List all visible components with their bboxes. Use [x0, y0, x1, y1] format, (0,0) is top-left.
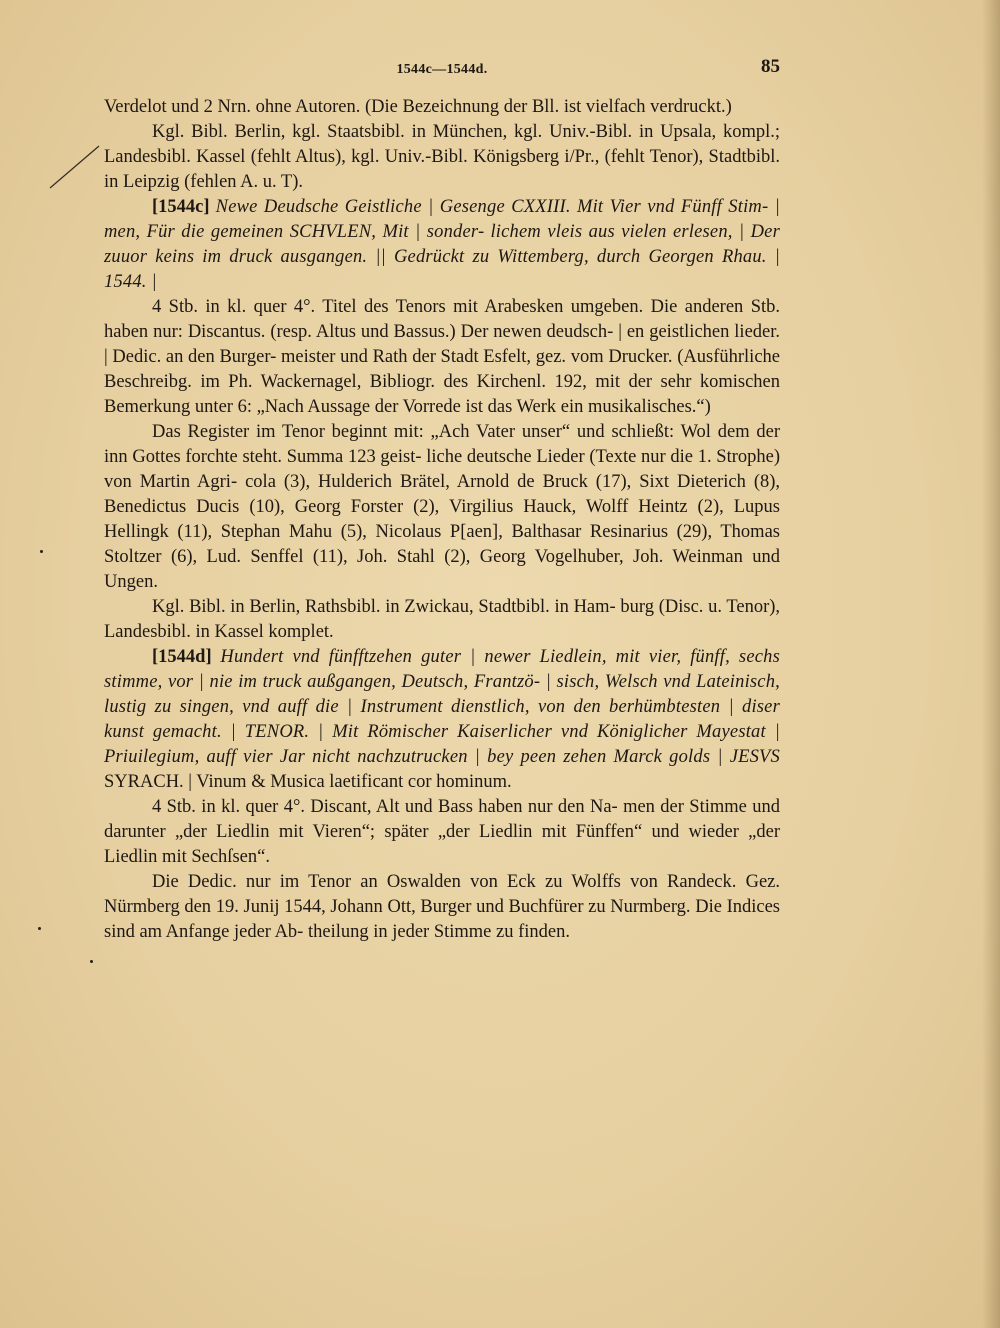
text-line: 4 Stb. in kl. quer 4°. Titel des Tenors mit Arabesken umgeben.: [152, 297, 651, 317]
text-line: Das Register im Tenor beginnt mit: „Ach Vater unser“ und: [152, 422, 612, 442]
paragraph-end-of-1544b: [104, 95, 780, 120]
text-line: lichem vleis aus vielen erlesen, | Der zuuor keins im druck ausgangen. ||: [104, 222, 780, 267]
text-line: Verdelot und 2 Nrn. ohne Autoren. (Die Bezeichnung der Bll. ist: [104, 97, 586, 117]
margin-dot: [38, 927, 41, 930]
page-header: [104, 56, 780, 86]
bibliographic-entries: [104, 95, 780, 945]
running-head: 1544c—1544d.: [396, 62, 488, 77]
entry-siglum: [1544d]: [152, 647, 221, 667]
text-line: sehr komischen Bemerkung unter 6: „Nach Aussage der Vorrede ist: [104, 372, 780, 417]
text-line: auff vier Jar nicht nachzutrucken | bey peen zehen Marck golds | JESVS: [206, 747, 781, 767]
paragraph-libraries-1544b: [104, 120, 780, 195]
text-line: Kgl. Bibl. Berlin, kgl. Staatsbibl. in München, kgl. Univ.-Bibl. in: [152, 122, 661, 142]
text-line: Balthasar Resinarius (29), Thomas Stoltzer (6), Lud. Senffel (11),: [104, 522, 780, 567]
text-line: dienstlich, von den berhümbtesten | diser kunst gemacht. | TENOR. |: [104, 697, 780, 742]
entry-siglum: [1544c]: [152, 197, 216, 217]
text-line: Heintz (2), Lupus Hellingk (11), Stephan Mahu (5), Nicolaus P[aen],: [104, 497, 780, 542]
paragraph-1544d-description: [104, 795, 780, 870]
text-line: schließt: Wol dem der inn Gottes forchte steht. Summa 123 geist-: [104, 422, 780, 467]
text-line: men der Stimme und darunter „der Liedlin mit Vieren“; später „der: [104, 797, 780, 842]
text-line: vielfach verdruckt.): [585, 97, 732, 117]
text-line: Newe Deudsche Geistliche | Gesenge CXXIII. Mit Vier: [215, 197, 648, 217]
paragraph-1544c-register: [104, 420, 780, 595]
text-line: Gedrückt zu Wittemberg, durch Georgen Rhau. | 1544. |: [104, 247, 780, 292]
text-line: Randeck. Gez. Nürmberg den 19. Junij 1544, Johann Ott, Burger: [104, 872, 780, 917]
text-line: Der newen deudsch- | en geistlichen lieder. | Dedic. an den Burger-: [104, 322, 781, 367]
paragraph-1544c-description: [104, 295, 780, 420]
text-line: sisch, Welsch vnd Lateinisch, lustig zu singen, vnd auff die | Instrument: [104, 672, 780, 717]
text-line: Mit Römischer Kaiserlicher vnd Königlicher Mayestat | Priuilegium,: [104, 722, 780, 767]
text-line: Hundert vnd fünfftzehen guter | newer Liedlein, mit vier,: [220, 647, 691, 667]
text-line: und Buchfürer zu Nurmberg. Die Indices sind am Anfange jeder Ab-: [104, 897, 780, 942]
text-line: vnd Fünff Stim- | men, Für die gemeinen SCHVLEN, Mit | sonder-: [104, 197, 780, 242]
paragraph-1544d-dedication: [104, 870, 780, 945]
text-line: Upsala, kompl.; Landesbibl. Kassel (fehlt Altus), kgl. Univ.-Bibl.: [104, 122, 780, 167]
page-edge-shadow: [982, 0, 1000, 1328]
text-line: Liedlin mit Fünffen“ und wieder „der Liedlin mit Sechſsen“.: [104, 822, 780, 867]
entry-1544c-title: [104, 195, 780, 295]
text-line: Die Dedic. nur im Tenor an Oswalden von Eck zu Wolffs von: [152, 872, 668, 892]
page-number: 85: [761, 56, 780, 77]
paragraph-libraries-1544c: [104, 595, 780, 645]
text-line: Benedictus Ducis (10), Georg Forster (2), Virgilius Hauck, Wolff: [104, 497, 639, 517]
text-line: burg (Disc. u. Tenor), Landesbibl. in Kassel komplet.: [104, 597, 781, 642]
text-line: 4 Stb. in kl. quer 4°. Discant, Alt und Bass haben nur den Na-: [152, 797, 618, 817]
text-line: Königsberg i/Pr., (fehlt Tenor), Stadtbibl. in Leipzig (fehlen A. u. T).: [104, 147, 780, 192]
entry-1544d-title: [104, 645, 780, 795]
text-line: Die anderen Stb. haben nur: Discantus. (resp. Altus und Bassus.): [104, 297, 780, 342]
text-line: meister und Rath der Stadt Esfelt, gez. vom Drucker. (Ausführliche: [281, 347, 780, 367]
text-line: SYRACH. | Vinum & Musica laetificant cor hominum.: [104, 772, 512, 792]
text-line: Joh. Stahl (2), Georg Vogelhuber, Joh. Weinman und Ungen.: [104, 547, 781, 592]
text-line: das Werk ein musikalisches.“): [487, 397, 711, 417]
text-line: Kgl. Bibl. in Berlin, Rathsbibl. in Zwickau, Stadtbibl. in Ham-: [152, 597, 616, 617]
text-line: cola (3), Hulderich Brätel, Arnold de Bruck (17), Sixt Dieterich (8),: [245, 472, 781, 492]
text-line: fünff, sechs stimme, vor | nie im truck außgangen, Deutsch, Frantzö- |: [104, 647, 780, 692]
text-line: Beschreibg. im Ph. Wackernagel, Bibliogr. des Kirchenl. 192, mit der: [104, 372, 661, 392]
text-line: liche deutsche Lieder (Texte nur die 1. Strophe) von Martin Agri-: [104, 447, 780, 492]
margin-dot: [90, 960, 93, 963]
text-line: theilung in jeder Stimme zu finden.: [307, 922, 570, 942]
margin-dot: [40, 550, 43, 553]
pencil-stroke-mark: [44, 144, 104, 194]
